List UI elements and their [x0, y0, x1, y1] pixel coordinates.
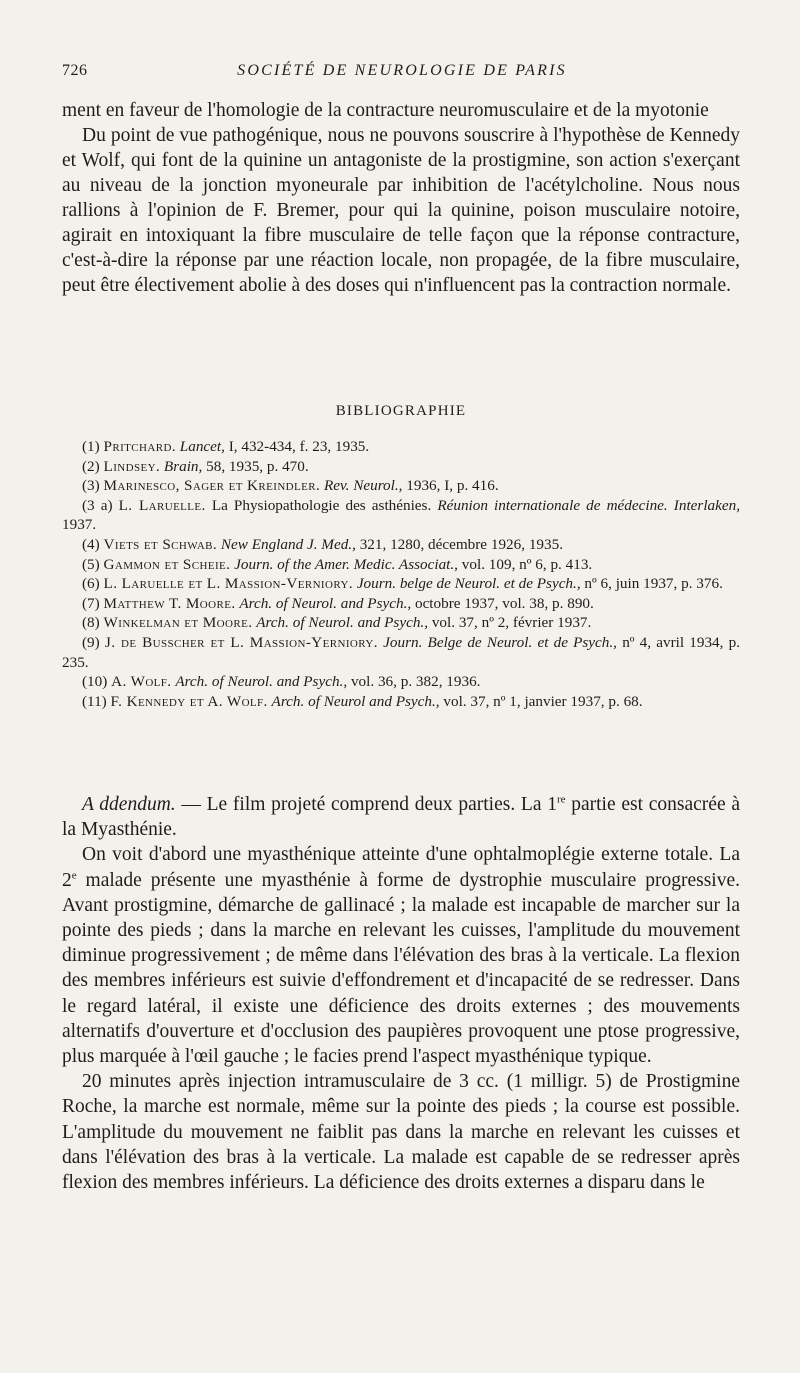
bib-authors: Marinesco, Sager et Kreindler. — [103, 477, 321, 495]
bib-entry — [62, 555, 740, 575]
bib-journal: Arch. of Neurol. and Psych., — [239, 594, 412, 612]
addendum-paragraph-2 — [62, 842, 740, 1069]
bib-entry — [62, 535, 740, 555]
bib-journal: Journ. of the Amer. Medic. Associat., — [234, 555, 458, 573]
bib-journal: Réunion internationale de médecine. Interlaken, — [437, 496, 740, 514]
bib-authors: Winkelman et Moore. — [103, 614, 253, 632]
bib-authors: Lindsey. — [103, 457, 161, 475]
bib-details: vol. 109, nº 6, p. 413. — [461, 555, 593, 573]
bib-authors: Matthew T. Moore. — [103, 594, 236, 612]
bib-journal: New England J. Med., — [220, 535, 356, 553]
bib-journal: Journ. belge de Neurol. et de Psych., — [356, 575, 581, 593]
bib-details: 321, 1280, décembre 1926, 1935. — [359, 535, 563, 553]
bib-journal: Journ. Belge de Neurol. et de Psych., — [383, 633, 617, 651]
bib-authors: A. Wolf. — [111, 673, 172, 691]
addendum-text: — Le film projeté comprend deux parties. La 1 — [175, 794, 557, 815]
bib-journal: Brain, — [163, 457, 203, 475]
paragraph-continuation: ment en faveur de l'homologie de la contracture neuromusculaire et de la myotonie — [62, 100, 709, 121]
bib-title: La Physiopathologie des asthénies. — [211, 496, 432, 514]
bib-entry — [62, 496, 740, 535]
bib-number: (4) — [82, 535, 100, 553]
bib-details: 1936, I, p. 416. — [406, 477, 499, 495]
bib-authors: F. Kennedy et A. Wolf. — [110, 692, 268, 710]
bib-number: (2) — [82, 457, 100, 475]
bib-number: (11) — [82, 692, 107, 710]
bib-journal: Arch. of Neurol. and Psych., — [256, 614, 429, 632]
bib-details: I, 432-434, f. 23, 1935. — [228, 438, 370, 455]
bib-journal: Lancet, — [179, 438, 225, 455]
bib-details: vol. 37, nº 2, février 1937. — [431, 614, 592, 632]
bib-authors: Gammon et Scheie. — [103, 555, 231, 573]
body-text — [62, 98, 740, 298]
bib-details: 1937. — [62, 516, 97, 534]
bib-journal: Rev. Neurol., — [324, 477, 403, 495]
bib-details: 58, 1935, p. 470. — [206, 457, 309, 475]
bib-number: (7) — [82, 594, 100, 612]
bib-details: vol. 37, nº 1, janvier 1937, p. 68. — [443, 692, 643, 710]
bib-number: (3) — [82, 477, 100, 495]
addendum-text: On voit d'abord une myasthénique atteinte d'une ophtalmoplégie externe totale. La 2 — [62, 844, 740, 891]
bib-journal: Arch. of Neurol. and Psych., — [175, 673, 348, 691]
bib-details: nº 4, avril 1934, p. 235. — [62, 633, 741, 671]
bib-authors: Viets et Schwab. — [103, 535, 218, 553]
running-head — [62, 62, 742, 86]
bib-entry — [62, 457, 740, 477]
bib-number: (3 a) — [82, 496, 113, 514]
paragraph-pathogenesis: Du point de vue pathogénique, nous ne pouvons souscrire à l'hypothèse de Kennedy et Wolf, qui font de la quinine un antagoniste de la prostigmine, son action s'exerçant au niveau de la jonction myoneurale par inhibition de l'acétylcholine. Nous nous rallions à l'opinion de F. Bremer, pour qui la quinine, poison musculaire notoire, agirait en intoxiquant la fibre musculaire de telle façon que la réponse contracture, c'est-à-dire la réponse par une réaction locale, non propagée, de la fibre musculaire, peut être électivement abolie à des doses qui n'influencent pas la contraction normale. — [62, 125, 740, 296]
bib-entry — [62, 672, 740, 692]
bib-entry — [62, 476, 740, 496]
addendum-section — [62, 792, 740, 1195]
bib-entry — [62, 613, 740, 633]
bib-entry — [62, 437, 740, 457]
bib-number: (10) — [82, 673, 108, 691]
bib-authors: J. de Busscher et L. Massion-Yerniory. — [104, 633, 378, 651]
bib-entry — [62, 594, 740, 614]
ordinal-suffix: re — [556, 793, 566, 806]
addendum-text: partie est consacrée à la Myasthénie. — [62, 794, 740, 841]
bibliography-heading: BIBLIOGRAPHIE — [335, 403, 467, 419]
bib-details: octobre 1937, vol. 38, p. 890. — [414, 594, 594, 612]
addendum-lead: A ddendum. — [82, 794, 176, 815]
ordinal-suffix: e — [71, 869, 77, 882]
bib-number: (8) — [82, 614, 100, 632]
bib-authors: L. Laruelle. — [118, 496, 206, 514]
bibliography-list — [62, 437, 740, 711]
bib-details: vol. 36, p. 382, 1936. — [350, 673, 481, 691]
addendum-paragraph-1 — [62, 792, 740, 842]
addendum-text: malade présente une myasthénie à forme de dystrophie musculaire progressive. Avant prostigmine, démarche de gallinacé ; la malade est incapable de marcher sur la pointe des pieds ; dans la marche en relevant les cuisses, l'amplitude du mouvement diminue progressivement ; de même dans l'élévation des bras à la verticale. La flexion des membres inférieurs est suivie d'effondrement et d'incapacité de se redresser. Dans le regard latéral, il existe une déficience des droits externes ; des mouvements alternatifs d'ouverture et d'occlusion des paupières provoquent une ptose progressive, plus marquée à l'œil gauche ; le facies prend l'aspect myasthénique typique. — [62, 869, 740, 1068]
bib-journal: Arch. of Neurol and Psych., — [271, 692, 440, 710]
page-number: 726 — [62, 62, 88, 79]
bib-entry — [62, 633, 740, 672]
bib-entry — [62, 574, 740, 594]
bib-number: (6) — [82, 575, 100, 593]
bib-number: (9) — [82, 633, 100, 651]
bib-number: (5) — [82, 555, 100, 573]
journal-title: SOCIÉTÉ DE NEUROLOGIE DE PARIS — [237, 62, 567, 79]
addendum-paragraph-3: 20 minutes après injection intramusculaire de 3 cc. (1 milligr. 5) de Prostigmine Roche, la marche est normale, même sur la pointe des pieds ; la course est possible. L'amplitude du mouvement ne faiblit pas dans la marche en relevant les cuisses et dans l'élévation des bras à la verticale. La malade est capable de se redresser après flexion des membres inférieurs. La déficience des droits externes a disparu dans le — [62, 1071, 740, 1194]
bib-entry — [62, 692, 740, 712]
bib-number: (1) — [82, 438, 100, 455]
bib-authors: L. Laruelle et L. Massion-Verniory. — [103, 575, 354, 593]
bib-details: nº 6, juin 1937, p. 376. — [584, 575, 723, 593]
bib-authors: Pritchard. — [103, 438, 176, 455]
